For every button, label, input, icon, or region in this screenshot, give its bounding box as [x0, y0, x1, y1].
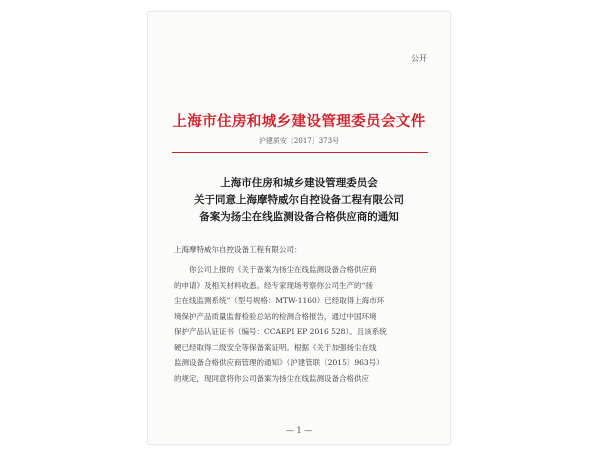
body-line: 监测设备合格供应商管理的通知》（沪建管联〔2015〕963号）: [174, 358, 384, 367]
document-title-line: 备案为扬尘在线监测设备合格供应商的通知: [199, 211, 399, 223]
page-number: — 1 —: [285, 426, 313, 435]
body-line: 硬已经取得二级安全等保备案证明。根据《关于加强扬尘在线: [174, 342, 377, 352]
document-title-line: 关于同意上海摩特威尔自控设备工程有限公司: [194, 194, 404, 206]
body-line: 尘在线监测系统”（型号规格：MTW-1160）已经取得上海市环: [174, 296, 385, 305]
document-title-line: 上海市住房和城乡建设管理委员会: [220, 177, 378, 189]
body-line: 境保护产品质量监督检验总站的检测合格报告，通过中国环境: [174, 311, 377, 321]
document-page: [148, 12, 450, 444]
body-line: 的规定，现同意将你公司备案为扬尘在线监测设备合格供应: [174, 373, 369, 383]
red-divider-line: [172, 152, 428, 153]
issuer-header-title: 上海市住房和城乡建设管理委员会文件: [172, 113, 426, 130]
addressee-line: 上海摩特威尔自控设备工程有限公司：: [174, 245, 302, 254]
body-line: 的申请》及相关材料收悉。经专家现场考察你公司生产的“扬: [174, 280, 373, 290]
body-line: 你公司上报的《关于备案为扬尘在线监测设备合格供应商: [189, 265, 377, 274]
document-number: 沪建质安〔2017〕373号: [258, 137, 340, 145]
classification-label: 公开: [411, 54, 427, 63]
body-paragraph: [174, 262, 424, 386]
document-title: [148, 175, 450, 226]
body-line: 保护产品认证证书（编号：CCAEPI EP 2016 528）。且该系统: [174, 327, 387, 336]
